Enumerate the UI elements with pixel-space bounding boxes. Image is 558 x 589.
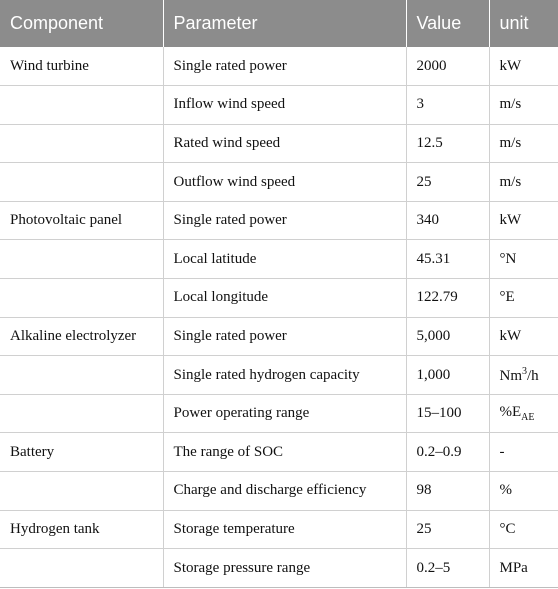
cell-unit: m/s (489, 163, 558, 202)
cell-component: Photovoltaic panel (0, 201, 163, 240)
unit-subscript: AE (521, 412, 535, 424)
cell-parameter: Power operating range (163, 394, 406, 433)
unit-tail: /h (527, 367, 539, 384)
cell-parameter: Single rated power (163, 201, 406, 240)
cell-parameter: Rated wind speed (163, 124, 406, 163)
cell-value: 25 (406, 163, 489, 202)
cell-component: Wind turbine (0, 47, 163, 86)
cell-unit: °N (489, 240, 558, 279)
cell-value: 5,000 (406, 317, 489, 356)
cell-unit (489, 394, 558, 433)
header-value: Value (406, 0, 489, 47)
header-unit: unit (489, 0, 558, 47)
cell-parameter: Local latitude (163, 240, 406, 279)
cell-value: 1,000 (406, 356, 489, 395)
cell-component (0, 86, 163, 125)
cell-component (0, 394, 163, 433)
cell-component: Hydrogen tank (0, 510, 163, 549)
cell-value: 12.5 (406, 124, 489, 163)
table-row (0, 279, 558, 318)
cell-value: 45.31 (406, 240, 489, 279)
cell-unit: °E (489, 279, 558, 318)
table-row (0, 86, 558, 125)
cell-unit: m/s (489, 86, 558, 125)
cell-value: 2000 (406, 47, 489, 86)
header-row (0, 0, 558, 47)
cell-component (0, 549, 163, 588)
unit-superscript: 3 (522, 365, 527, 377)
table-row (0, 317, 558, 356)
table-header (0, 0, 558, 47)
cell-value: 98 (406, 472, 489, 511)
cell-parameter: Charge and discharge efficiency (163, 472, 406, 511)
table-row (0, 356, 558, 395)
cell-value: 0.2–5 (406, 549, 489, 588)
table-row (0, 394, 558, 433)
table-row (0, 47, 558, 86)
table-row (0, 549, 558, 588)
table-body (0, 47, 558, 587)
cell-value: 3 (406, 86, 489, 125)
cell-parameter: Single rated hydrogen capacity (163, 356, 406, 395)
cell-component: Battery (0, 433, 163, 472)
unit-main: %E (499, 404, 522, 421)
table-row (0, 163, 558, 202)
cell-unit: - (489, 433, 558, 472)
table-row (0, 201, 558, 240)
cell-value: 25 (406, 510, 489, 549)
cell-unit: kW (489, 201, 558, 240)
cell-component (0, 124, 163, 163)
cell-component (0, 472, 163, 511)
cell-parameter: Outflow wind speed (163, 163, 406, 202)
table-row (0, 240, 558, 279)
cell-parameter: Single rated power (163, 47, 406, 86)
cell-parameter: Inflow wind speed (163, 86, 406, 125)
cell-unit: MPa (489, 549, 558, 588)
header-component: Component (0, 0, 163, 47)
cell-parameter: Single rated power (163, 317, 406, 356)
cell-value: 340 (406, 201, 489, 240)
unit-main: Nm (499, 367, 522, 384)
cell-component (0, 356, 163, 395)
table-row (0, 510, 558, 549)
cell-unit: % (489, 472, 558, 511)
cell-unit: kW (489, 47, 558, 86)
cell-parameter: Local longitude (163, 279, 406, 318)
cell-component (0, 163, 163, 202)
cell-value: 15–100 (406, 394, 489, 433)
table-row (0, 433, 558, 472)
cell-unit (489, 356, 558, 395)
cell-value: 122.79 (406, 279, 489, 318)
cell-unit: m/s (489, 124, 558, 163)
header-parameter: Parameter (163, 0, 406, 47)
cell-parameter: Storage temperature (163, 510, 406, 549)
cell-value: 0.2–0.9 (406, 433, 489, 472)
cell-unit: °C (489, 510, 558, 549)
table-row (0, 124, 558, 163)
cell-parameter: The range of SOC (163, 433, 406, 472)
cell-component (0, 240, 163, 279)
cell-parameter: Storage pressure range (163, 549, 406, 588)
cell-unit: kW (489, 317, 558, 356)
table-row (0, 472, 558, 511)
cell-component (0, 279, 163, 318)
cell-component: Alkaline electrolyzer (0, 317, 163, 356)
